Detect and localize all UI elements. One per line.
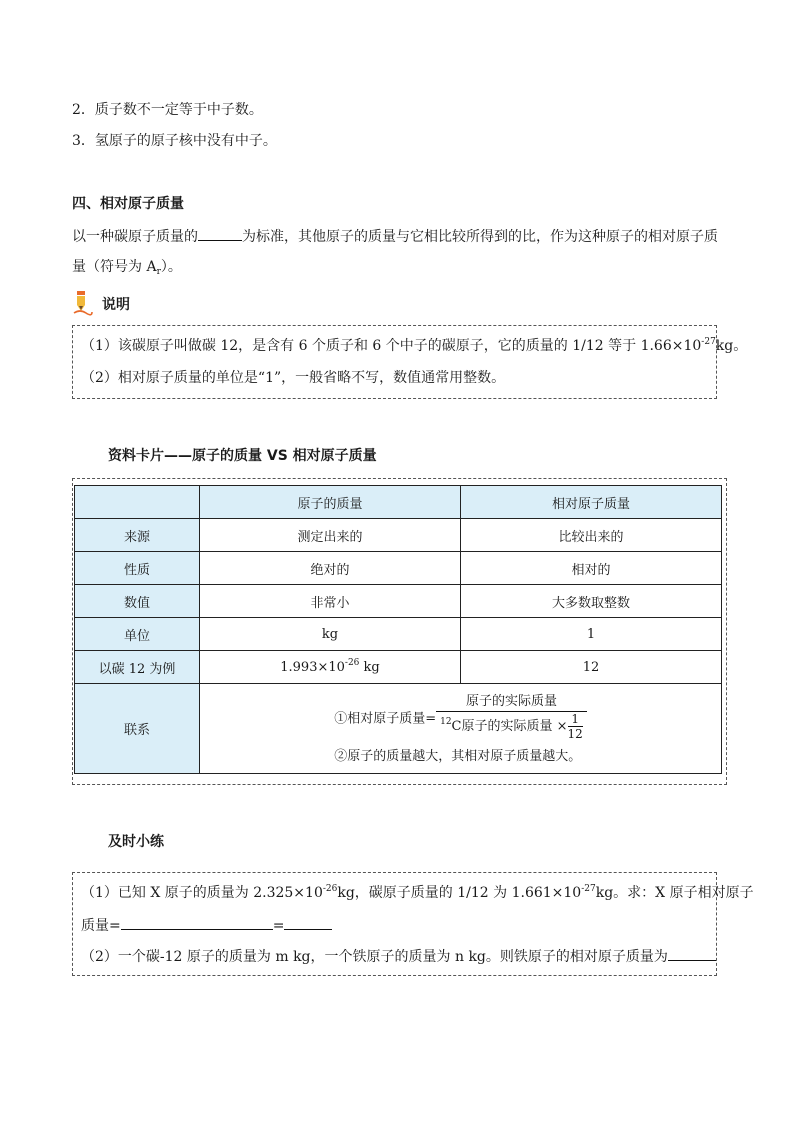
- table-cell: [200, 651, 461, 684]
- header-cell: 原子的质量: [200, 486, 461, 519]
- subscript: r: [156, 267, 161, 277]
- note-line-1: [81, 336, 747, 356]
- superscript: -27: [581, 884, 596, 894]
- table-cell: 大多数取整数: [461, 585, 722, 618]
- paragraph-line: [72, 226, 718, 247]
- text: kg: [359, 659, 380, 675]
- formula-1: [334, 693, 587, 741]
- small-fraction: [568, 712, 583, 741]
- table-row: [75, 585, 722, 618]
- text: 质量=: [81, 918, 121, 934]
- table-row: [75, 651, 722, 684]
- text: 量（符号为 A: [72, 259, 157, 275]
- table-cell: 绝对的: [200, 552, 461, 585]
- table-cell: 1: [461, 618, 722, 651]
- row-label: 数值: [75, 585, 200, 618]
- row-label: 性质: [75, 552, 200, 585]
- question-2: [81, 946, 716, 967]
- table-row: [75, 552, 722, 585]
- header-cell: [75, 486, 200, 519]
- table-row: [75, 684, 722, 774]
- answer-blank[interactable]: [668, 946, 716, 961]
- text: kg。求：X 原子相对原子: [595, 885, 754, 901]
- note-box: [72, 325, 748, 399]
- text: ）。: [160, 259, 182, 275]
- fraction-denominator: 12: [567, 727, 583, 741]
- text: 1.993×10: [280, 659, 345, 675]
- answer-blank[interactable]: [121, 915, 273, 930]
- practice-title: 及时小练: [108, 834, 164, 850]
- card-title: 资料卡片——原子的质量 VS 相对原子质量: [108, 448, 377, 464]
- paragraph-line: [72, 257, 182, 277]
- list-item: 2．质子数不一定等于中子数。: [72, 102, 263, 118]
- superscript: -26: [322, 884, 338, 894]
- fill-blank[interactable]: [198, 226, 242, 241]
- formula-2: ②原子的质量越大，其相对原子质量越大。: [334, 749, 582, 764]
- table-row: [75, 618, 722, 651]
- text: kg，碳原子质量的 1/12 为 1.661×10: [337, 885, 582, 901]
- text: =: [272, 918, 285, 934]
- practice-box: [72, 872, 754, 976]
- fraction-numerator: 原子的实际质量: [436, 693, 587, 712]
- row-label: 联系: [75, 684, 200, 774]
- pen-icon: [72, 290, 94, 316]
- row-label: 来源: [75, 519, 200, 552]
- text: （2）一个碳-12 原子的质量为 m kg，一个铁原子的质量为 n kg。则铁原子的相对原子质量为: [81, 949, 668, 965]
- fraction-numerator: 1: [568, 712, 583, 727]
- row-label: 单位: [75, 618, 200, 651]
- formula-block: [334, 693, 587, 764]
- text: （1）该碳原子叫做碳 12，是含有 6 个质子和 6 个中子的碳原子，它的质量的 1/12 等于 1.66×10: [81, 338, 702, 354]
- answer-blank[interactable]: [284, 915, 332, 930]
- table-cell: 比较出来的: [461, 519, 722, 552]
- list-item: 3．氢原子的原子核中没有中子。: [72, 133, 277, 149]
- table-header-row: [75, 486, 722, 519]
- text: （1）已知 X 原子的质量为 2.325×10: [81, 885, 323, 901]
- note-title: 说明: [102, 297, 130, 313]
- section-heading: 四、相对原子质量: [72, 196, 184, 212]
- table-cell: 非常小: [200, 585, 461, 618]
- row-label: 以碳 12 为例: [75, 651, 200, 684]
- table-row: [75, 519, 722, 552]
- relation-cell: [200, 684, 722, 774]
- text: ①相对原子质量=: [334, 711, 437, 727]
- fraction-denominator: [436, 712, 587, 741]
- text: 以一种碳原子质量的: [72, 229, 198, 245]
- superscript: -26: [344, 657, 360, 668]
- table-cell: kg: [200, 618, 461, 651]
- text: C原子的实际质量 ×: [451, 719, 568, 734]
- table-cell: 相对的: [461, 552, 722, 585]
- table-cell: 12: [461, 651, 722, 684]
- header-cell: 相对原子质量: [461, 486, 722, 519]
- superscript: -27: [701, 337, 716, 347]
- text: kg。: [715, 338, 748, 354]
- note-line-2: （2）相对原子质量的单位是“1”，一般省略不写，数值通常用整数。: [81, 370, 506, 386]
- superscript: 12: [440, 717, 452, 727]
- question-1-line-2: [81, 915, 332, 936]
- fraction: [436, 693, 587, 741]
- text: 为标准，其他原子的质量与它相比较所得到的比，作为这种原子的相对原子质: [242, 229, 718, 245]
- comparison-table: [74, 485, 722, 774]
- table-cell: 测定出来的: [200, 519, 461, 552]
- question-1-line-1: [81, 883, 754, 903]
